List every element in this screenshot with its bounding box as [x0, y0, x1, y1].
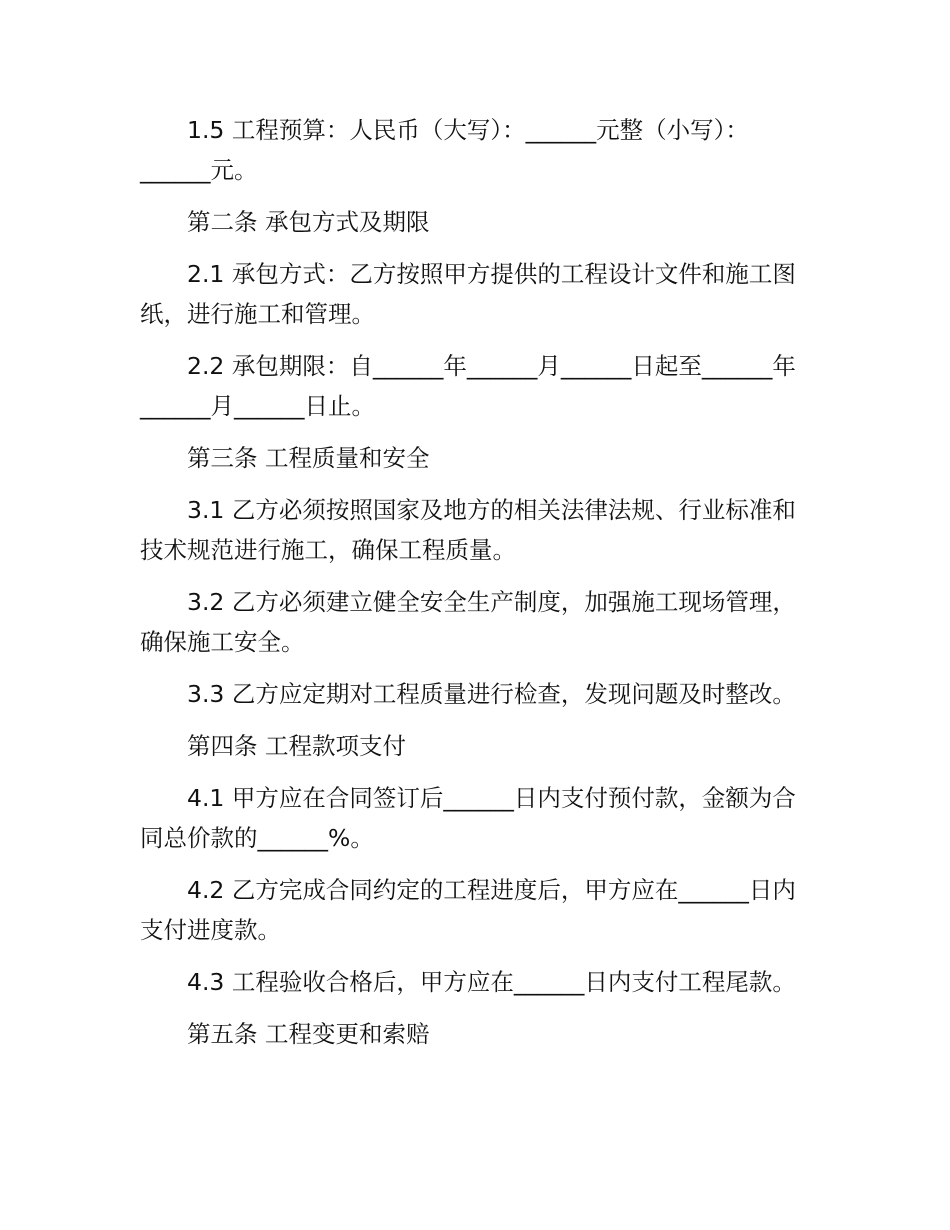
section-heading-article-4: 第四条 工程款项支付 [187, 732, 406, 760]
clause-3-2-safety-system: 3.2 乙方必须建立健全安全生产制度，加强施工现场管理，确保施工安全。 [140, 588, 796, 656]
clause-4-1-advance-payment: 4.1 甲方应在合同签订后______日内支付预付款，金额为合同总价款的______%。 [140, 784, 796, 852]
clause-3-3-quality-inspection: 3.3 乙方应定期对工程质量进行检查，发现问题及时整改。 [187, 680, 796, 708]
section-heading-article-5: 第五条 工程变更和索赔 [187, 1020, 430, 1048]
clause-2-2-contract-period: 2.2 承包期限：自______年______月______日起至______年______月______日止。 [140, 352, 796, 420]
section-heading-article-2: 第二条 承包方式及期限 [187, 208, 430, 236]
clause-4-3-final-payment: 4.3 工程验收合格后，甲方应在______日内支付工程尾款。 [187, 968, 796, 996]
document-body [140, 110, 812, 1066]
clause-4-2-progress-payment: 4.2 乙方完成合同约定的工程进度后，甲方应在______日内支付进度款。 [140, 876, 796, 944]
section-heading-article-3: 第三条 工程质量和安全 [187, 444, 430, 472]
clause-3-1-quality-standards: 3.1 乙方必须按照国家及地方的相关法律法规、行业标准和技术规范进行施工，确保工程质量。 [140, 496, 796, 564]
clause-1-5-budget: 1.5 工程预算：人民币（大写）：______元整（小写）：______元。 [140, 116, 749, 184]
clause-2-1-contract-method: 2.1 承包方式：乙方按照甲方提供的工程设计文件和施工图纸，进行施工和管理。 [140, 260, 796, 328]
